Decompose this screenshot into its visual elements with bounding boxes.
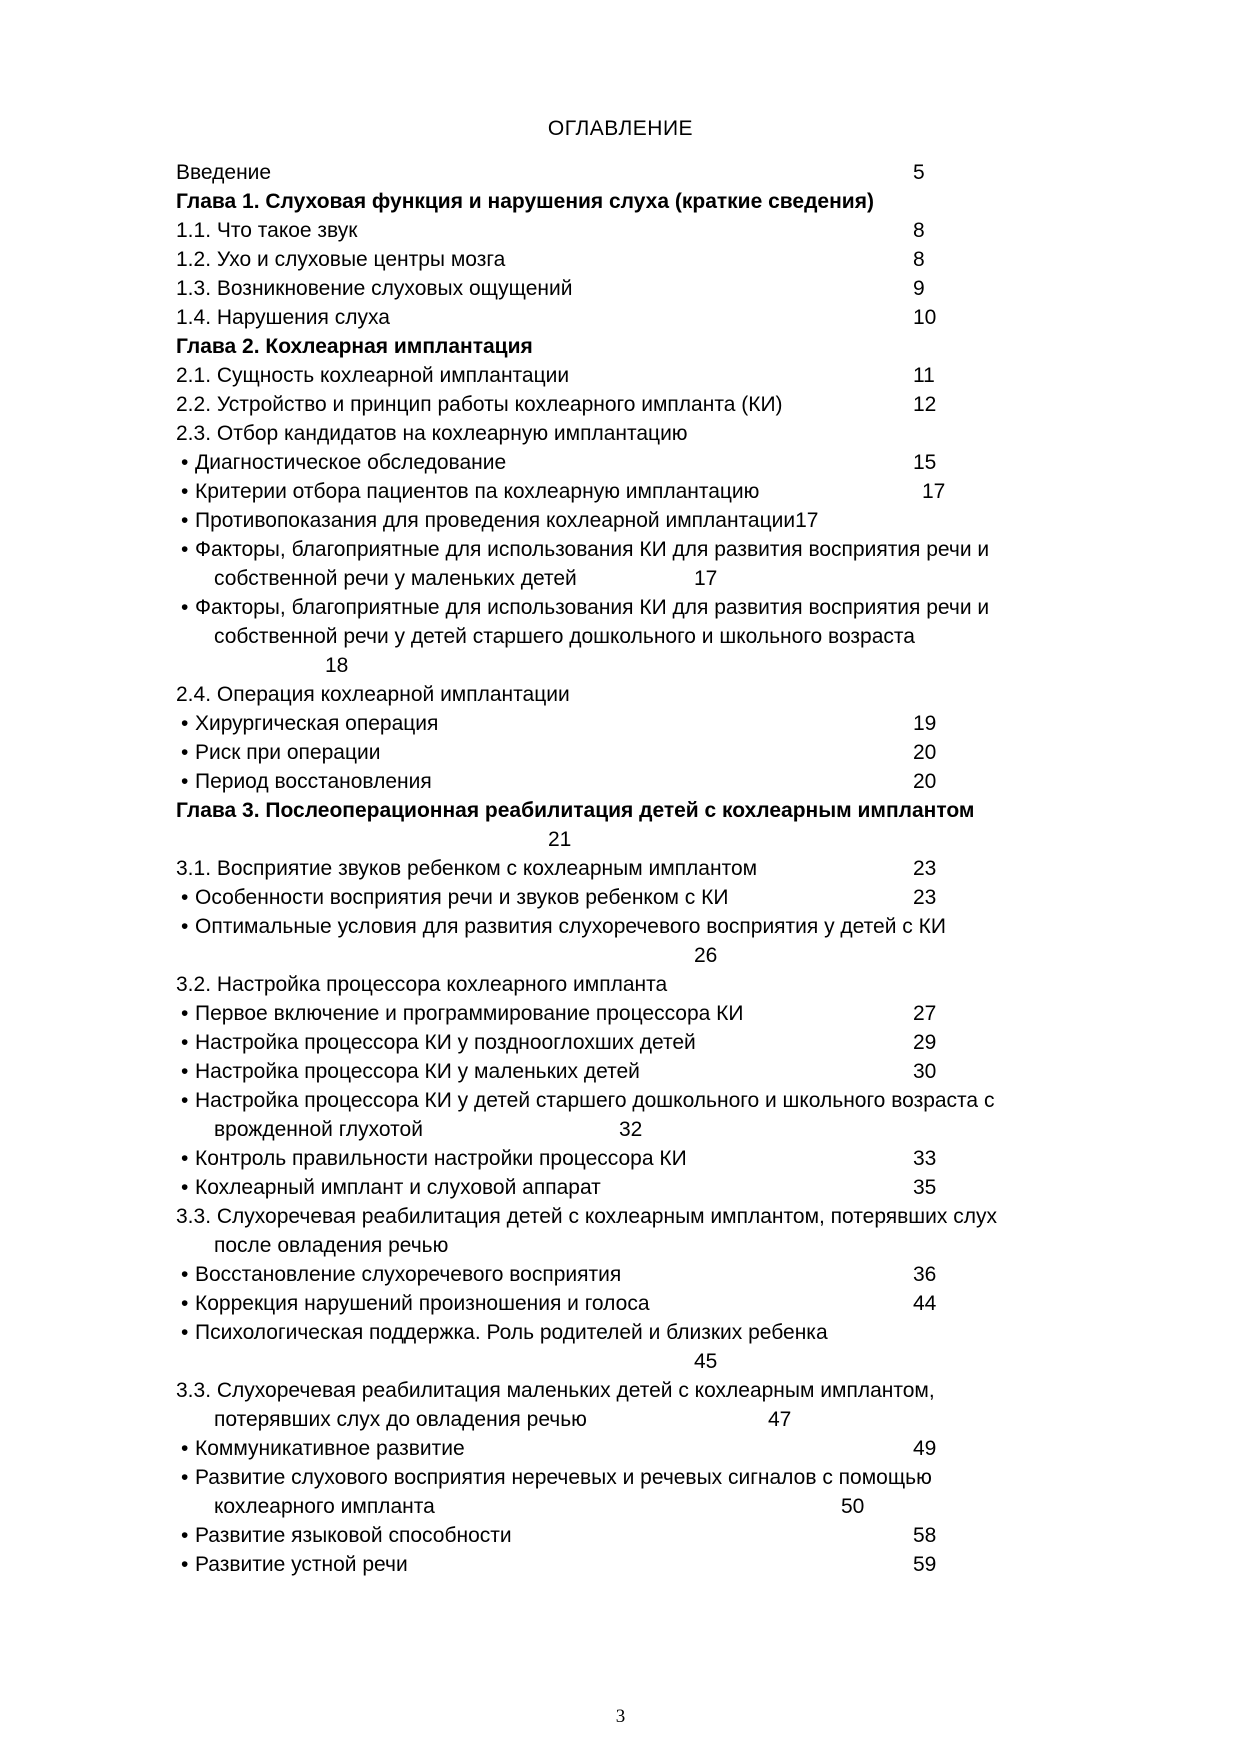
toc-entry-label: Оптимальные условия для развития слухоречевого восприятия у детей с КИ: [195, 915, 946, 938]
toc-bullet-entry[interactable]: [176, 1173, 1176, 1202]
bullet-icon: •: [181, 1002, 189, 1025]
toc-entry-page: 19: [913, 712, 937, 735]
toc-entry[interactable]: [176, 419, 1176, 448]
toc-title: ОГЛАВЛЕНИЕ: [547, 117, 694, 140]
toc-entry-label: Контроль правильности настройки процессора КИ: [195, 1147, 687, 1170]
bullet-icon: •: [181, 538, 189, 561]
toc-entry[interactable]: [176, 1202, 1176, 1231]
toc-entry-page: 23: [913, 857, 937, 880]
bullet-icon: •: [181, 1524, 189, 1547]
toc-entry-continuation[interactable]: [176, 1492, 1176, 1521]
toc-entry-page: 32: [619, 1118, 643, 1141]
toc-entry-page: 30: [913, 1060, 937, 1083]
toc-chapter-label: Глава 3. Послеоперационная реабилитация детей с кохлеарным имплантом: [176, 799, 975, 822]
toc-bullet-entry[interactable]: [176, 1521, 1176, 1550]
bullet-icon: •: [181, 1321, 189, 1344]
toc-entry-continuation-label: потерявших слух до овладения речью: [214, 1408, 587, 1431]
toc-entry-continuation[interactable]: [176, 622, 1176, 651]
toc-entry-label: Диагностическое обследование: [195, 451, 507, 474]
bullet-icon: •: [181, 1466, 189, 1489]
toc-entry-label: Факторы, благоприятные для использования КИ для развития восприятия речи и: [195, 538, 990, 561]
toc-entry-page: 21: [548, 828, 572, 851]
toc-entry-label: Период восстановления: [195, 770, 432, 793]
table-of-contents: [176, 158, 1176, 1579]
toc-entry-label: Настройка процессора КИ у позднооглохших детей: [195, 1031, 696, 1054]
toc-bullet-entry[interactable]: [176, 448, 1176, 477]
toc-entry-page-line[interactable]: [176, 825, 1176, 854]
toc-entry-page-line[interactable]: [176, 1347, 1176, 1376]
toc-bullet-entry[interactable]: [176, 535, 1176, 564]
toc-entry-label: 2.3. Отбор кандидатов на кохлеарную имплантацию: [176, 422, 688, 445]
bullet-icon: •: [181, 451, 189, 474]
toc-entry-page: 58: [913, 1524, 937, 1547]
toc-bullet-entry[interactable]: [176, 1318, 1176, 1347]
toc-entry[interactable]: [176, 245, 1176, 274]
bullet-icon: •: [181, 596, 189, 619]
bullet-icon: •: [181, 1553, 189, 1576]
bullet-icon: •: [181, 770, 189, 793]
toc-entry-page: 17: [922, 480, 946, 503]
toc-entry-continuation[interactable]: [176, 564, 1176, 593]
toc-entry-continuation-label: собственной речи у детей старшего дошкольного и школьного возраста: [214, 625, 915, 648]
toc-entry-page: 20: [913, 770, 937, 793]
toc-entry-page: 20: [913, 741, 937, 764]
toc-entry-label: Развитие слухового восприятия неречевых и речевых сигналов с помощью: [195, 1466, 932, 1489]
toc-entry-page: 8: [913, 248, 925, 271]
toc-entry-page: 17: [795, 509, 819, 532]
toc-entry-label: Факторы, благоприятные для использования КИ для развития восприятия речи и: [195, 596, 990, 619]
toc-entry[interactable]: [176, 680, 1176, 709]
toc-entry-continuation-label: врожденной глухотой: [214, 1118, 423, 1141]
toc-entry-page: 27: [913, 1002, 937, 1025]
toc-entry[interactable]: [176, 970, 1176, 999]
toc-entry-label: 3.3. Слухоречевая реабилитация маленьких детей с кохлеарным имплантом,: [176, 1379, 935, 1402]
toc-entry-label: Развитие языковой способности: [195, 1524, 512, 1547]
toc-entry-page: 36: [913, 1263, 937, 1286]
toc-entry-label: Первое включение и программирование процессора КИ: [195, 1002, 744, 1025]
toc-entry-label: 1.3. Возникновение слуховых ощущений: [176, 277, 573, 300]
bullet-icon: •: [181, 1263, 189, 1286]
toc-chapter-heading[interactable]: [176, 796, 1176, 825]
toc-bullet-entry[interactable]: [176, 1057, 1176, 1086]
toc-entry-page: 18: [325, 654, 349, 677]
toc-entry-continuation[interactable]: [176, 1231, 1176, 1260]
toc-entry[interactable]: [176, 216, 1176, 245]
toc-entry-page: 9: [913, 277, 925, 300]
toc-entry[interactable]: [176, 158, 1176, 187]
toc-entry-label: Хирургическая операция: [195, 712, 439, 735]
toc-entry-label: Кохлеарный имплант и слуховой аппарат: [195, 1176, 601, 1199]
toc-entry[interactable]: [176, 303, 1176, 332]
toc-chapter-label: Глава 1. Слуховая функция и нарушения слуха (краткие сведения): [176, 190, 874, 213]
toc-bullet-entry[interactable]: [176, 999, 1176, 1028]
toc-chapter-heading[interactable]: [176, 187, 1176, 216]
toc-entry-label: Развитие устной речи: [195, 1553, 408, 1576]
bullet-icon: •: [181, 480, 189, 503]
toc-entry-label: Противопоказания для проведения кохлеарной имплантации: [195, 509, 796, 532]
toc-entry-page-line[interactable]: [176, 651, 1176, 680]
toc-entry-continuation-label: после овладения речью: [214, 1234, 449, 1257]
toc-entry[interactable]: [176, 1376, 1176, 1405]
toc-entry-page: 5: [913, 161, 925, 184]
toc-entry-label: 2.1. Сущность кохлеарной имплантации: [176, 364, 570, 387]
toc-entry-page: 11: [913, 364, 935, 387]
toc-entry-label: Настройка процессора КИ у маленьких детей: [195, 1060, 640, 1083]
toc-bullet-entry[interactable]: [176, 593, 1176, 622]
toc-entry-label: 1.4. Нарушения слуха: [176, 306, 390, 329]
toc-entry-page: 33: [913, 1147, 937, 1170]
toc-entry-label: Настройка процессора КИ у детей старшего дошкольного и школьного возраста с: [195, 1089, 995, 1112]
toc-bullet-entry[interactable]: [176, 1260, 1176, 1289]
toc-entry-label: Критерии отбора пациентов па кохлеарную имплантацию: [195, 480, 760, 503]
bullet-icon: •: [181, 1060, 189, 1083]
toc-entry-label: Введение: [176, 161, 272, 184]
toc-bullet-entry[interactable]: [176, 1289, 1176, 1318]
toc-entry-page: 29: [913, 1031, 937, 1054]
toc-bullet-entry[interactable]: [176, 1463, 1176, 1492]
toc-entry-label: Особенности восприятия речи и звуков ребенком с КИ: [195, 886, 729, 909]
toc-entry-page: 15: [913, 451, 937, 474]
bullet-icon: •: [181, 741, 189, 764]
toc-entry-continuation[interactable]: [176, 1405, 1176, 1434]
toc-entry[interactable]: [176, 854, 1176, 883]
toc-entry-label: Коррекция нарушений произношения и голоса: [195, 1292, 650, 1315]
toc-bullet-entry[interactable]: [176, 883, 1176, 912]
toc-entry-page-line[interactable]: [176, 941, 1176, 970]
toc-entry-label: 1.2. Ухо и слуховые центры мозга: [176, 248, 506, 271]
toc-entry-page: 50: [841, 1495, 865, 1518]
bullet-icon: •: [181, 712, 189, 735]
toc-bullet-entry[interactable]: [176, 1550, 1176, 1579]
toc-entry[interactable]: [176, 361, 1176, 390]
toc-entry-page: 45: [694, 1350, 718, 1373]
toc-entry-label: Коммуникативное развитие: [195, 1437, 465, 1460]
toc-entry-page: 47: [768, 1408, 792, 1431]
toc-entry-continuation[interactable]: [176, 1115, 1176, 1144]
toc-entry-page: 44: [913, 1292, 937, 1315]
bullet-icon: •: [181, 1292, 189, 1315]
toc-entry-label: Психологическая поддержка. Роль родителей и близких ребенка: [195, 1321, 828, 1344]
toc-bullet-entry[interactable]: [176, 1144, 1176, 1173]
toc-entry-continuation-label: собственной речи у маленьких детей: [214, 567, 577, 590]
toc-bullet-entry[interactable]: [176, 506, 1176, 535]
toc-entry-page: 17: [694, 567, 718, 590]
toc-bullet-entry[interactable]: [176, 1434, 1176, 1463]
toc-entry-label: Риск при операции: [195, 741, 381, 764]
bullet-icon: •: [181, 1437, 189, 1460]
toc-entry-page: 12: [913, 393, 937, 416]
toc-bullet-entry[interactable]: [176, 767, 1176, 796]
toc-entry-page: 8: [913, 219, 925, 242]
toc-bullet-entry[interactable]: [176, 1086, 1176, 1115]
toc-entry-label: 3.1. Восприятие звуков ребенком с кохлеарным имплантом: [176, 857, 758, 880]
toc-entry-label: 3.3. Слухоречевая реабилитация детей с кохлеарным имплантом, потерявших слух: [176, 1205, 997, 1228]
toc-bullet-entry[interactable]: [176, 912, 1176, 941]
toc-entry-page: 35: [913, 1176, 937, 1199]
toc-entry-page: 23: [913, 886, 937, 909]
bullet-icon: •: [181, 886, 189, 909]
toc-bullet-entry[interactable]: [176, 477, 1176, 506]
toc-entry-page: 49: [913, 1437, 937, 1460]
toc-entry-page: 59: [913, 1553, 937, 1576]
bullet-icon: •: [181, 915, 189, 938]
bullet-icon: •: [181, 1147, 189, 1170]
toc-entry-page: 10: [913, 306, 937, 329]
toc-bullet-entry[interactable]: [176, 1028, 1176, 1057]
toc-entry-label: 2.2. Устройство и принцип работы кохлеарного импланта (КИ): [176, 393, 783, 416]
toc-chapter-heading[interactable]: [176, 332, 1176, 361]
toc-entry[interactable]: [176, 274, 1176, 303]
toc-bullet-entry[interactable]: [176, 709, 1176, 738]
toc-entry[interactable]: [176, 390, 1176, 419]
toc-bullet-entry[interactable]: [176, 738, 1176, 767]
toc-entry-continuation-label: кохлеарного импланта: [214, 1495, 435, 1518]
bullet-icon: •: [181, 1089, 189, 1112]
toc-entry-label: 1.1. Что такое звук: [176, 219, 358, 242]
bullet-icon: •: [181, 509, 189, 532]
toc-entry-label: Восстановление слухоречевого восприятия: [195, 1263, 622, 1286]
bullet-icon: •: [181, 1176, 189, 1199]
toc-chapter-label: Глава 2. Кохлеарная имплантация: [176, 335, 533, 358]
toc-entry-page: 26: [694, 944, 718, 967]
bullet-icon: •: [181, 1031, 189, 1054]
toc-entry-label: 3.2. Настройка процессора кохлеарного импланта: [176, 973, 668, 996]
toc-entry-label: 2.4. Операция кохлеарной имплантации: [176, 683, 570, 706]
page-number: 3: [615, 1706, 626, 1727]
